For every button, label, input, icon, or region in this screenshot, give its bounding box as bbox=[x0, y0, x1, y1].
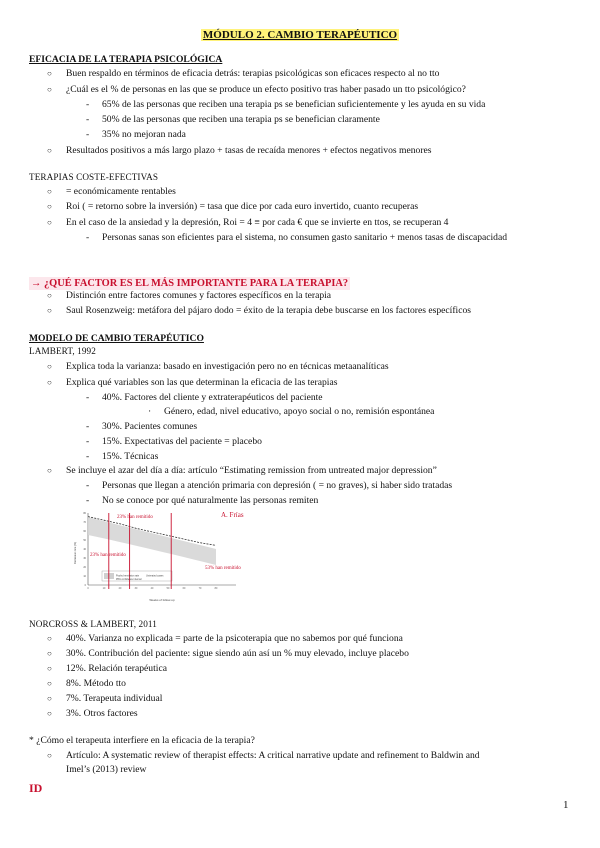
x-tick-label: 20 bbox=[118, 587, 122, 590]
figure-y-axis-label: Remission rate (%) bbox=[74, 541, 77, 565]
factor-question-banner: → ¿QUÉ FACTOR ES EL MÁS IMPORTANTE PARA LA TERAPIA? bbox=[31, 278, 349, 289]
norcross-bullet-2: 30%. Contribución del paciente: sigue siendo aún así un % muy elevado, incluye placebo bbox=[66, 648, 409, 659]
eficacia-bullet-2: ¿Cuál es el % de personas en las que se produce un efecto positivo tras haber pasado un tto psicológico? bbox=[66, 84, 466, 95]
bullet-circle: ○ bbox=[47, 69, 52, 78]
bullet-dash: - bbox=[86, 232, 90, 243]
author-lambert: LAMBERT, 1992 bbox=[29, 346, 96, 356]
coste-bullet-2: Roi ( = retorno sobre la inversión) = tasa que dice por cada euro invertido, cuanto recuperas bbox=[66, 201, 419, 212]
y-tick-label: 80 bbox=[83, 511, 86, 515]
bullet-circle: ○ bbox=[47, 146, 52, 155]
figure-label-bottom: 53% han remitido bbox=[205, 566, 241, 571]
y-tick-label: 60 bbox=[83, 529, 86, 533]
article-line-2: Imel’s (2013) review bbox=[66, 764, 147, 775]
modelo-bullet-3: Se incluye el azar del día a día: artículo “Estimating remission from untreated major depression” bbox=[66, 465, 437, 476]
x-tick-label: 0 bbox=[87, 587, 89, 590]
modelo-dash-5: Personas que llegan a atención primaria con depresión ( = no graves), si haber sido tratadas bbox=[102, 480, 453, 491]
bullet-circle: ○ bbox=[47, 85, 52, 94]
bullet-circle: ○ bbox=[47, 466, 52, 475]
x-tick-label: 70 bbox=[198, 587, 202, 590]
author-norcross: NORCROSS & LAMBERT, 2011 bbox=[29, 619, 157, 629]
eficacia-bullet-3: Resultados positivos a más largo plazo + tasas de recaída menores + efectos negativos menores bbox=[66, 145, 432, 156]
bullet-circle: ○ bbox=[47, 378, 52, 387]
norcross-bullet-1: 40%. Varianza no explicada = parte de la psicoterapia que no sabemos por qué funciona bbox=[66, 633, 403, 644]
modelo-dash-1: 40%. Factores del cliente y extraterapéuticos del paciente bbox=[102, 392, 323, 403]
bullet-circle: ○ bbox=[47, 291, 52, 300]
y-tick-label: 10 bbox=[83, 574, 86, 578]
bullet-circle: ○ bbox=[47, 751, 52, 760]
figure-legend-2: 95% confidence interval bbox=[116, 578, 142, 581]
x-tick-label: 30 bbox=[134, 587, 138, 590]
bullet-circle: ○ bbox=[47, 218, 52, 227]
bullet-dot: · bbox=[148, 406, 152, 417]
bullet-circle: ○ bbox=[47, 187, 52, 196]
eficacia-dash-3: 35% no mejoran nada bbox=[102, 129, 186, 140]
therapist-question: * ¿Cómo el terapeuta interfiere en la eficacia de la terapia? bbox=[29, 735, 255, 746]
norcross-bullet-3: 12%. Relación terapéutica bbox=[66, 663, 167, 674]
y-tick-label: 40 bbox=[83, 547, 86, 551]
bullet-dash: - bbox=[86, 421, 90, 432]
bullet-dash: - bbox=[86, 129, 90, 140]
bullet-dash: - bbox=[86, 99, 90, 110]
figure-label-left: 23% han remitido bbox=[90, 553, 126, 558]
coste-bullet-1: = económicamente rentables bbox=[66, 186, 176, 197]
eficacia-bullet-1: Buen respaldo en términos de eficacia detrás: terapias psicológicas son eficaces respecto al no tto bbox=[66, 68, 440, 79]
figure-legend-3: Untreated cases bbox=[146, 574, 164, 578]
bullet-circle: ○ bbox=[47, 664, 52, 673]
coste-bullet-3: En el caso de la ansiedad y la depresión, Roi = 4 ≡ por cada € que se invierte en ttos, se recuperan 4 bbox=[66, 217, 449, 228]
y-tick-label: 30 bbox=[83, 556, 86, 560]
bullet-dash: - bbox=[86, 114, 90, 125]
bullet-circle: ○ bbox=[47, 362, 52, 371]
modelo-dash-3: 15%. Expectativas del paciente = placebo bbox=[102, 436, 262, 447]
modelo-bullet-2: Explica qué variables son las que determinan la eficacia de las terapias bbox=[66, 377, 338, 388]
bullet-circle: ○ bbox=[47, 709, 52, 718]
x-tick-label: 50 bbox=[166, 587, 170, 590]
section-heading-modelo: MODELO DE CAMBIO TERAPÉUTICO bbox=[29, 333, 204, 344]
bullet-circle: ○ bbox=[47, 634, 52, 643]
norcross-bullet-4: 8%. Método tto bbox=[66, 678, 126, 689]
y-tick-label: 0 bbox=[84, 583, 86, 587]
norcross-bullet-6: 3%. Otros factores bbox=[66, 708, 138, 719]
figure-label-top: 23% han remitido bbox=[117, 515, 153, 520]
y-tick-label: 70 bbox=[83, 520, 86, 524]
figure-x-axis-label: Weeks of follow-up bbox=[149, 598, 175, 602]
bullet-dash: - bbox=[86, 495, 90, 506]
bullet-circle: ○ bbox=[47, 694, 52, 703]
modelo-dash-6: No se conoce por qué naturalmente las personas remiten bbox=[102, 495, 319, 506]
factor-bullet-2: Saul Rosenzweig: metáfora del pájaro dodo = éxito de la terapia debe buscarse en los factores específicos bbox=[66, 305, 471, 316]
bullet-circle: ○ bbox=[47, 679, 52, 688]
page-title: MÓDULO 2. CAMBIO TERAPÉUTICO bbox=[202, 29, 398, 41]
bullet-circle: ○ bbox=[47, 306, 52, 315]
eficacia-dash-1: 65% de las personas que reciben una terapia ps se benefician suficientemente y les ayuda en su vida bbox=[102, 99, 486, 110]
modelo-dash-4: 15%. Técnicas bbox=[102, 451, 159, 462]
x-tick-label: 80 bbox=[214, 587, 218, 590]
figure-label-right: A. Frías bbox=[221, 511, 244, 519]
x-tick-label: 60 bbox=[182, 587, 186, 590]
bullet-dash: - bbox=[86, 480, 90, 491]
x-tick-label: 40 bbox=[150, 587, 154, 590]
id-tag: ID bbox=[29, 781, 43, 795]
coste-dash-1: Personas sanas son eficientes para el sistema, no consumen gasto sanitario + menos tasas de discapacidad bbox=[102, 232, 508, 243]
figure-legend-1: Pooled remission rate bbox=[116, 574, 140, 578]
y-tick-label: 20 bbox=[83, 565, 86, 569]
bullet-dash: - bbox=[86, 392, 90, 403]
norcross-bullet-5: 7%. Terapeuta individual bbox=[66, 693, 163, 704]
y-tick-label: 50 bbox=[83, 538, 86, 542]
modelo-sub-1: Género, edad, nivel educativo, apoyo social o no, remisión espontánea bbox=[164, 406, 435, 417]
section-heading-coste: TERAPIAS COSTE-EFECTIVAS bbox=[29, 172, 159, 182]
bullet-dash: - bbox=[86, 436, 90, 447]
bullet-dash: - bbox=[86, 451, 90, 462]
modelo-bullet-1: Explica toda la varianza: basado en investigación pero no en técnicas metaanalíticas bbox=[66, 361, 389, 372]
eficacia-dash-2: 50% de las personas que reciben una terapia ps se benefician claramente bbox=[102, 114, 380, 125]
page-number: 1 bbox=[563, 799, 569, 811]
article-line-1: Artículo: A systematic review of therapist effects: A critical narrative update and refinement to Baldwin and bbox=[66, 750, 480, 761]
factor-bullet-1: Distinción entre factores comunes y factores específicos en la terapia bbox=[66, 290, 332, 301]
modelo-dash-2: 30%. Pacientes comunes bbox=[102, 421, 198, 432]
section-heading-eficacia: EFICACIA DE LA TERAPIA PSICOLÓGICA bbox=[29, 54, 223, 65]
bullet-circle: ○ bbox=[47, 649, 52, 658]
bullet-circle: ○ bbox=[47, 202, 52, 211]
x-tick-label: 10 bbox=[102, 587, 106, 590]
